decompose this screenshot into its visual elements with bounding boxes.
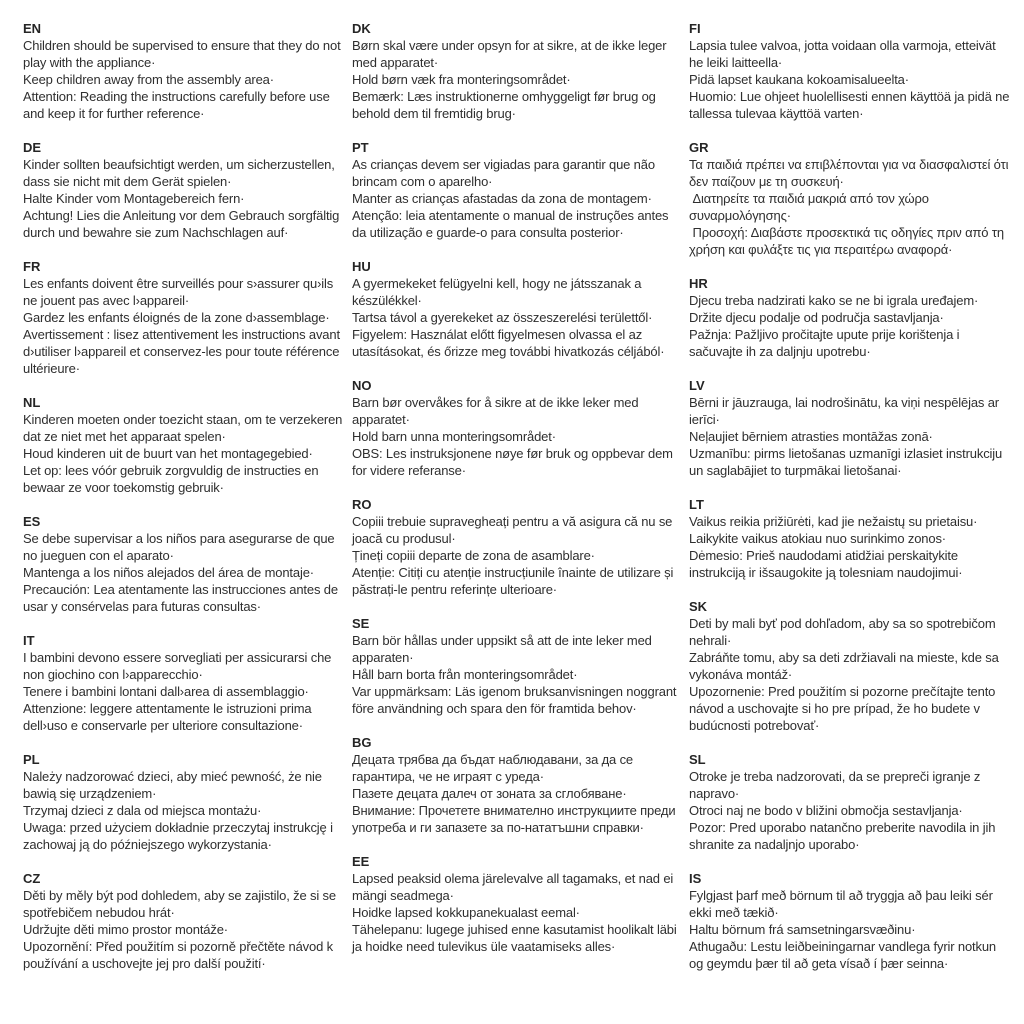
language-code-label: IT [23, 633, 35, 648]
instruction-sentence: Atenção: leia atentamente o manual de instruções antes da utilização e guarde-o para consulta posterior· [352, 208, 672, 240]
instruction-sentence: Athugaðu: Lestu leiðbeiningarnar vandlega fyrir notkun og geymdu þær til að geta vísað í þær seinna· [689, 939, 1000, 971]
instruction-sentence: Barn bør overvåkes for å sikre at de ikke leker med apparatet· [352, 395, 642, 427]
instruction-sentence: Attention: Reading the instructions carefully before use and keep it for further reference· [23, 89, 334, 121]
instruction-sentence: Należy nadzorować dzieci, aby mieć pewność, że nie bawią się urządzeniem· [23, 769, 326, 801]
language-code-label: SE [352, 616, 370, 631]
language-section [352, 615, 678, 717]
language-section [352, 139, 678, 241]
instruction-sentence: Haltu börnum frá samsetningarsvæðinu· [689, 922, 916, 937]
instruction-sentence: Внимание: Прочетете внимателно инструкциите преди употреба и ги запазете за по-нататъшни справки· [352, 803, 679, 835]
instructions-column-2 [352, 20, 681, 1024]
instruction-sentence: Børn skal være under opsyn for at sikre, at de ikke leger med apparatet· [352, 38, 670, 70]
instruction-sentence: Hold barn unna monteringsområdet· [352, 429, 556, 444]
instruction-sentence: Kinder sollten beaufsichtigt werden, um sicherzustellen, dass sie nicht mit dem Gerät spielen· [23, 157, 339, 189]
language-code-label: NL [23, 395, 41, 410]
instruction-sentence: Manter as crianças afastadas da zona de montagem· [352, 191, 652, 206]
instruction-sentence: Deti by mali byť pod dohľadom, aby sa so spotrebičom nehrali· [689, 616, 999, 648]
language-section [23, 513, 345, 615]
language-section [689, 598, 1010, 734]
instruction-sentence: Halte Kinder vom Montagebereich fern· [23, 191, 245, 206]
instruction-sentence: Lapsia tulee valvoa, jotta voidaan olla varmoja, etteivät he leiki laitteella· [689, 38, 999, 70]
instruction-sentence: Otroke je treba nadzorovati, da se prepreči igranje z napravo· [689, 769, 984, 801]
instruction-sentence: Uwaga: przed użyciem dokładnie przeczytaj instrukcję i zachowaj ją do późniejszego wykorzystania· [23, 820, 337, 852]
instruction-sentence: Figyelem: Használat előtt figyelmesen olvassa el az utasításokat, és őrizze meg további hivatkozás céljából· [352, 327, 665, 359]
instructions-column-3 [689, 20, 1013, 1024]
language-code-label: DK [352, 21, 371, 36]
language-section [23, 870, 345, 972]
instruction-sentence: Děti by měly být pod dohledem, aby se zajistilo, že si se spotřebičem nebudou hrát· [23, 888, 340, 920]
instruction-sentence: Τα παιδιά πρέπει να επιβλέπονται για να διασφαλιστεί ότι δεν παίζουν με τη συσκευή· [689, 157, 1012, 189]
instruction-sentence: Lapsed peaksid olema järelevalve all tagamaks, et nad ei mängi seadmega· [352, 871, 677, 903]
instruction-sentence: Barn bör hållas under uppsikt så att de inte leker med apparaten· [352, 633, 656, 665]
language-section [352, 258, 678, 360]
language-code-label: DE [23, 140, 42, 155]
instruction-sentence: As crianças devem ser vigiadas para garantir que não brincam com o aparelho· [352, 157, 659, 189]
language-code-label: LV [689, 378, 705, 393]
instruction-sentence: Fylgjast þarf með börnum til að tryggja að þau leiki sér ekki með tækið· [689, 888, 997, 920]
instruction-sentence: Tenere i bambini lontani dall›area di assemblaggio· [23, 684, 309, 699]
instruction-sentence: Djecu treba nadzirati kako se ne bi igrala uređajem· [689, 293, 979, 308]
instruction-sentence: Mantenga a los niños alejados del área de montaje· [23, 565, 314, 580]
instruction-sentence: Upozornenie: Pred použitím si pozorne prečítajte tento návod a uschovajte si ho pre prípad, že ho budete v budúcnosti potrebovať· [689, 684, 999, 733]
instruction-sentence: Tähelepanu: lugege juhised enne kasutamist hoolikalt läbi ja hoidke need tulevikus üle vaatamiseks alles· [352, 922, 681, 954]
language-section [689, 139, 1010, 258]
language-section [352, 853, 681, 955]
instruction-sentence: Udržujte děti mimo prostor montáže· [23, 922, 228, 937]
language-section [352, 377, 678, 479]
instruction-sentence: Hoidke lapsed kokkupanekualast eemal· [352, 905, 580, 920]
instruction-sentence: Neļaujiet bērniem atrasties montāžas zonā· [689, 429, 933, 444]
language-code-label: BG [352, 735, 372, 750]
instruction-sentence: Keep children away from the assembly area· [23, 72, 274, 87]
instruction-sentence: A gyermekeket felügyelni kell, hogy ne játsszanak a készülékkel· [352, 276, 645, 308]
language-section [23, 394, 345, 496]
instruction-sentence: Προσοχή: Διαβάστε προσεκτικά τις οδηγίες πριν από τη χρήση και φυλάξτε τις για περαιτέρω αναφορά· [689, 225, 1008, 257]
instruction-sentence: Zabráňte tomu, aby sa deti zdržiavali na mieste, kde sa vykonáva montáž· [689, 650, 1003, 682]
language-code-label: EN [23, 21, 42, 36]
language-code-label: FI [689, 21, 701, 36]
language-section [352, 20, 678, 122]
instruction-sentence: OBS: Les instruksjonene nøye før bruk og oppbevar dem for videre referanse· [352, 446, 677, 478]
instruction-sentence: Children should be supervised to ensure that they do not play with the appliance· [23, 38, 345, 70]
language-code-label: ES [23, 514, 41, 529]
instruction-sentence: Držite djecu podalje od područja sastavljanja· [689, 310, 944, 325]
language-code-label: SK [689, 599, 708, 614]
instruction-sentence: Atenție: Citiți cu atenție instrucțiunile înainte de utilizare și păstrați-le pentru referințe ulterioare· [352, 565, 677, 597]
language-code-label: NO [352, 378, 372, 393]
instruction-sentence: Διατηρείτε τα παιδιά μακριά από τον χώρο συναρμολόγησης· [689, 191, 933, 223]
instruction-sentence: Децата трябва да бъдат наблюдавани, за да се гарантира, че не играят с уреда· [352, 752, 637, 784]
instruction-sentence: Uzmanību: pirms lietošanas uzmanīgi izlasiet instrukciju un saglabājiet to turpmākai lietošanai· [689, 446, 1006, 478]
instruction-sentence: Otroci naj ne bodo v bližini območja sestavljanja· [689, 803, 963, 818]
instruction-sentence: Se debe supervisar a los niños para asegurarse de que no jueguen con el aparato· [23, 531, 338, 563]
instruction-sentence: Huomio: Lue ohjeet huolellisesti ennen käyttöä ja pidä ne tallessa tulevaa käyttöä varten· [689, 89, 1013, 121]
instruction-sentence: Trzymaj dzieci z dala od miejsca montażu· [23, 803, 262, 818]
instruction-sentence: Pažnja: Pažljivo pročitajte upute prije korištenja i sačuvajte ih za daljnju upotrebu· [689, 327, 963, 359]
language-code-label: EE [352, 854, 370, 869]
language-section [352, 734, 678, 836]
instruction-sentence: Achtung! Lies die Anleitung vor dem Gebrauch sorgfältig durch und bewahre sie zum Nachschlagen auf· [23, 208, 343, 240]
instruction-sentence: Kinderen moeten onder toezicht staan, om te verzekeren dat ze niet met het apparaat spelen· [23, 412, 346, 444]
instruction-sentence: Gardez les enfants éloignés de la zone d›assemblage· [23, 310, 330, 325]
language-section [689, 377, 1010, 479]
language-code-label: CZ [23, 871, 41, 886]
instruction-sentence: Houd kinderen uit de buurt van het montagegebied· [23, 446, 313, 461]
language-section [23, 139, 345, 241]
instruction-sentence: Var uppmärksam: Läs igenom bruksanvisningen noggrant före användning och spara den för framtida behov· [352, 684, 680, 716]
instruction-sentence: Bemærk: Læs instruktionerne omhyggeligt før brug og behold dem til fremtidig brug· [352, 89, 660, 121]
instruction-sentence: Țineți copiii departe de zona de asamblare· [352, 548, 595, 563]
instruction-sentence: Hold børn væk fra monteringsområdet· [352, 72, 571, 87]
instruction-sentence: Precaución: Lea atentamente las instrucciones antes de usar y consérvelas para futuras consultas· [23, 582, 342, 614]
language-section [689, 275, 1010, 360]
language-section [689, 751, 1010, 853]
language-code-label: HU [352, 259, 371, 274]
language-section [352, 496, 678, 598]
language-section [23, 632, 345, 734]
instruction-sentence: Pidä lapset kaukana kokoamisalueelta· [689, 72, 909, 87]
instruction-sentence: Vaikus reikia prižiūrėti, kad jie nežaistų su prietaisu· [689, 514, 978, 529]
language-section [23, 751, 345, 853]
language-section [23, 258, 345, 377]
instruction-sentence: Upozornění: Před použitím si pozorně přečtěte návod k používání a uschovejte jej pro další použití· [23, 939, 337, 971]
language-code-label: PL [23, 752, 40, 767]
language-code-label: PT [352, 140, 369, 155]
language-section [689, 20, 1013, 122]
instruction-sentence: Pozor: Pred uporabo natančno preberite navodila in jih shranite za nadaljnjo uporabo· [689, 820, 999, 852]
language-code-label: GR [689, 140, 709, 155]
language-section [689, 870, 1010, 972]
language-code-label: RO [352, 497, 372, 512]
instruction-sentence: Пазете децата далеч от зоната за сглобяване· [352, 786, 627, 801]
instruction-sentence: I bambini devono essere sorvegliati per assicurarsi che non giochino con l›apparecchio· [23, 650, 335, 682]
instruction-sentence: Let op: lees vóór gebruik zorgvuldig de instructies en bewaar ze voor toekomstig gebruik· [23, 463, 322, 495]
language-section [689, 496, 1010, 581]
instruction-sentence: Håll barn borta från monteringsområdet· [352, 667, 578, 682]
instruction-sentence: Les enfants doivent être surveillés pour s›assurer qu›ils ne jouent pas avec l›appareil· [23, 276, 337, 308]
instruction-sentence: Bērni ir jāuzrauga, lai nodrošinātu, ka viņi nespēlējas ar ierīci· [689, 395, 1003, 427]
language-code-label: SL [689, 752, 706, 767]
language-section [23, 20, 345, 122]
instruction-sentence: Laikykite vaikus atokiau nuo surinkimo zonos· [689, 531, 946, 546]
instruction-sentence: Avertissement : lisez attentivement les instructions avant d›utiliser l›appareil et conservez-les pour toute référence ultérieure· [23, 327, 344, 376]
instruction-sentence: Copiii trebuie supravegheați pentru a vă asigura că nu se joacă cu produsul· [352, 514, 676, 546]
instruction-sentence: Attenzione: leggere attentamente le istruzioni prima dell›uso e conservarle per ulteriore consultazione· [23, 701, 315, 733]
instruction-sentence: Dėmesio: Prieš naudodami atidžiai perskaitykite instrukciją ir išsaugokite ją tolesniam naudojimui· [689, 548, 963, 580]
instruction-sentence: Tartsa távol a gyerekeket az összeszerelési területtől· [352, 310, 653, 325]
language-code-label: FR [23, 259, 41, 274]
instructions-column-1 [23, 20, 345, 1024]
language-code-label: IS [689, 871, 702, 886]
language-code-label: HR [689, 276, 708, 291]
language-code-label: LT [689, 497, 704, 512]
